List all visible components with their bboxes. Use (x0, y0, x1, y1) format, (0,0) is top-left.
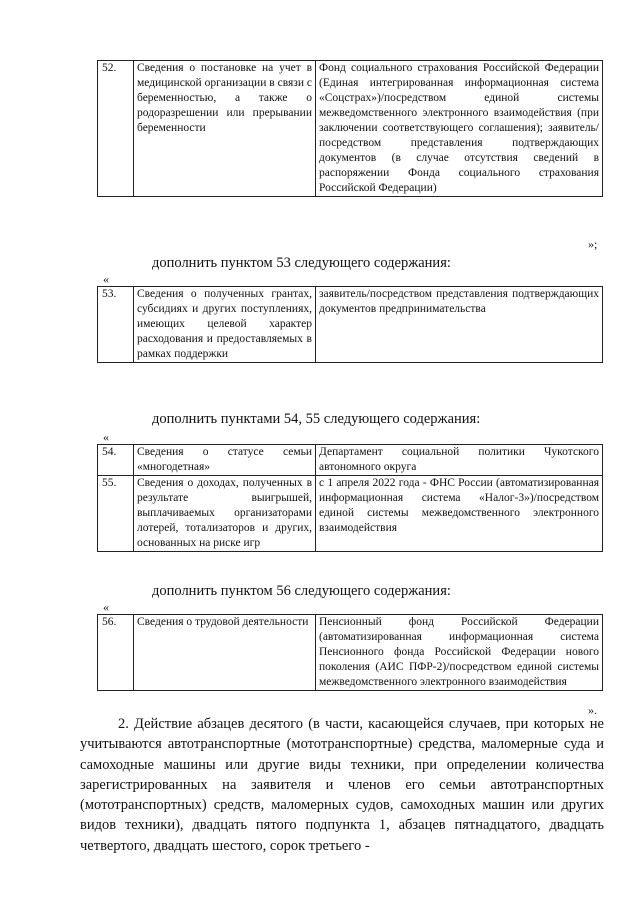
amendment-intro: дополнить пунктом 53 следующего содержания: (152, 255, 451, 271)
table-row (98, 615, 603, 691)
table-item-53 (97, 286, 603, 363)
row-source: с 1 апреля 2022 года - ФНС России (автоматизированная информационная система «Налог-3»)/посредством единой системы межведомственного электронного взаимодействия (316, 476, 603, 552)
row-number: 54. (98, 445, 134, 476)
row-number: 53. (98, 287, 134, 363)
row-source: Фонд социального страхования Российской Федерации (Единая интегрированная информационная система «Соцстрах»)/посредством единой системы межведомственного электронного взаимодействия (при заключении соответствующего соглашения); заявитель/посредством представления подтверждающих документов (в случае отсутствия сведений в распоряжении Фонда социального страхования Российской Федерации) (316, 61, 603, 197)
paragraph-2 (80, 714, 604, 856)
table-row (98, 476, 603, 552)
row-name: Сведения о трудовой деятельности (134, 615, 316, 691)
row-name: Сведения о полученных грантах, субсидиях и других поступлениях, имеющих целевой характер расходования и предоставляемых в рамках поддержки (134, 287, 316, 363)
closing-quote: ». (588, 703, 597, 717)
table-item-52 (97, 60, 603, 197)
amendment-intro: дополнить пунктом 56 следующего содержания: (152, 583, 451, 599)
row-number: 52. (98, 61, 134, 197)
table-row (98, 445, 603, 476)
row-source: Департамент социальной политики Чукотского автономного округа (316, 445, 603, 476)
table-row (98, 61, 603, 197)
row-source: Пенсионный фонд Российской Федерации (автоматизированная информационная система Пенсионного фонда Российской Федерации нового поколения (АИС ПФР-2)/посредством единой системы межведомственного электронного взаимодействия (316, 615, 603, 691)
row-name: Сведения о статусе семьи «многодетная» (134, 445, 316, 476)
closing-quote: »; (588, 237, 598, 251)
table-item-56 (97, 614, 603, 691)
row-name: Сведения о доходах, полученных в результате выигрышей, выплачиваемых организаторами лотерей, тотализаторов и других, основанных на риске игр (134, 476, 316, 552)
table-items-54-55 (97, 444, 603, 552)
opening-quote: « (103, 272, 109, 286)
amendment-intro: дополнить пунктами 54, 55 следующего содержания: (152, 411, 481, 427)
paragraph-2-text: 2. Действие абзацев десятого (в части, касающейся случаев, при которых не учитываются автотранспортные (мототранспортные) средства, маломерные суда и самоходные машины или другие виды техники, при определении количества зарегистрированных на заявителя и членов его семьи автотранспортных (мототранспортных) средств, маломерных судов, самоходных машин или других видов техники), двадцать пятого подпункта 1, абзацев пятнадцатого, двадцать четвертого, двадцать шестого, сорок третьего - (80, 716, 604, 854)
row-number: 55. (98, 476, 134, 552)
row-source: заявитель/посредством представления подтверждающих документов предпринимательства (316, 287, 603, 363)
row-number: 56. (98, 615, 134, 691)
table-row (98, 287, 603, 363)
opening-quote: « (103, 430, 109, 444)
opening-quote: « (103, 600, 109, 614)
row-name: Сведения о постановке на учет в медицинской организации в связи с беременностью, а также о родоразрешении или прерывании беременности (134, 61, 316, 197)
